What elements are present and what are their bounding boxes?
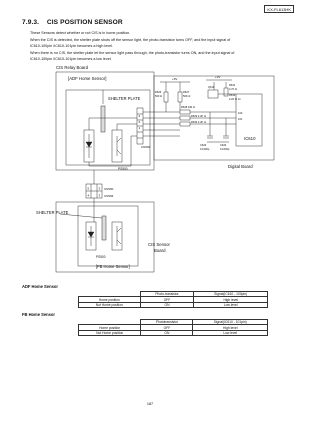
- paragraph-5: IC610-100pin /IC610-101pin becomes a low level.: [30, 57, 112, 61]
- table-cell: Home position: [79, 297, 141, 302]
- fb-status-table: [78, 319, 268, 336]
- paragraph-1: These Sensors detect whether or not CIS is in home position.: [30, 31, 131, 35]
- shelter-plate-bottom: [102, 216, 106, 240]
- cn-block-pin-5: 5: [87, 186, 90, 191]
- shelter-plate-bottom-label: SHELTER PLATE: [36, 210, 69, 215]
- r627-resistor: [178, 92, 182, 102]
- cn-pin-2: 2: [138, 120, 141, 124]
- r628-resistor: [180, 110, 190, 114]
- table-cell: Low level: [193, 330, 268, 335]
- paragraph-2: When the CIS is detected, the shelter plate shuts off the sensor light, the photo-transistor turns OFF, and the input signal of: [30, 38, 231, 42]
- table-cell: OFF: [141, 325, 193, 330]
- c620-value: 0.1000p: [220, 148, 230, 151]
- section-title: CIS POSITION SENSOR: [46, 19, 123, 26]
- r630-label: R630 2.2K Ω: [191, 121, 206, 124]
- table-header-cell: Phototransistor: [141, 320, 193, 325]
- table-cell: Not Home position: [79, 302, 141, 307]
- r627-label: R627: [183, 91, 190, 94]
- adf-status-table: [78, 291, 268, 308]
- paragraph-4: When there is no CIS, the shelter plate let the sensor light pass through, the photo-transistor turns ON, and the input signal of: [30, 51, 235, 55]
- ic610-pin-11: 11: [238, 98, 241, 101]
- ps500-top-label: PS500: [118, 167, 128, 171]
- r633-label: R633: [229, 94, 236, 97]
- r633-value: 2.2K Ω: [229, 98, 237, 101]
- cis-relay-board-label: CIS Relay Board: [56, 65, 89, 70]
- ic610-pin-101: 101: [238, 118, 243, 121]
- c623-label: C623: [200, 144, 207, 147]
- cn-block-pin-4: 4: [87, 193, 90, 198]
- table-cell: Low level: [194, 302, 268, 307]
- table-cell: Home position: [79, 325, 141, 330]
- c620-label: C620: [220, 144, 227, 147]
- cn-block-pin-3b: 3: [98, 193, 101, 198]
- r631-label: R631: [229, 84, 236, 87]
- table-header-cell: Signal(IC610 - 100pin): [194, 292, 268, 297]
- cis-sensor-board-label-2: Board: [154, 248, 166, 253]
- fb-home-sensor-label: [FB Home Sensor]: [96, 264, 130, 269]
- r629-label: R629 2.2K Ω: [191, 115, 206, 118]
- r626-value: 560 Ω: [155, 95, 162, 98]
- vcc-3v-label: +3V: [215, 75, 221, 79]
- cn-block-pin-3a: 3: [98, 186, 101, 191]
- cn500-lower-label: CN500: [104, 187, 114, 191]
- q610-label: Q610: [208, 86, 215, 89]
- ps500-bottom-label: PS500: [96, 255, 106, 259]
- ic610-pin-100: 100: [238, 112, 243, 115]
- table-row: [79, 330, 268, 335]
- digital-board-label: Digital Board: [228, 164, 253, 169]
- r627-value: 56K Ω: [183, 95, 191, 98]
- table-cell: ON: [140, 302, 194, 307]
- table-header-cell: Photo-transistor: [140, 292, 194, 297]
- r626-label: R626: [155, 91, 162, 94]
- r628-label: R628 330 Ω: [181, 106, 195, 109]
- r631-resistor: [224, 88, 228, 96]
- adf-sensor-frame: [66, 90, 150, 165]
- table-cell: ON: [141, 330, 193, 335]
- section-number: 7.9.3.: [22, 19, 40, 26]
- r631-value: 4.7K Ω: [229, 88, 237, 91]
- fb-table-title: FB Home Sensor: [22, 312, 55, 317]
- paragraph-3: IC610-100pin /IC610-101pin becomes a high level.: [30, 44, 114, 48]
- cn500-label: CN500: [141, 145, 151, 149]
- table-cell: High level: [194, 297, 268, 302]
- ic610-label: IC610: [244, 136, 256, 141]
- fb-sensor-frame: [78, 206, 138, 266]
- page-number: 187: [146, 402, 154, 406]
- r629-resistor: [180, 116, 190, 120]
- cn-pin-3: 3: [138, 114, 141, 118]
- adf-home-sensor-label: [ADF Home Sensor]: [68, 76, 107, 81]
- adf-table-title: ADF Home Sensor: [22, 284, 58, 289]
- table-cell: High level: [193, 325, 268, 330]
- table-row: [79, 302, 268, 307]
- model-number-box: KX-FL613HK: [264, 5, 294, 13]
- shelter-plate-top-label: SHELTER PLATE: [108, 96, 141, 101]
- table-cell: OFF: [140, 297, 194, 302]
- shelter-plate-top: [101, 106, 105, 132]
- cis-sensor-board-label-1: CIS Sensor: [148, 242, 170, 247]
- cn506-label: CN506: [104, 194, 114, 198]
- table-cell: Not Home position: [79, 330, 141, 335]
- r630-resistor: [180, 122, 190, 126]
- r626-resistor: [164, 92, 168, 102]
- cn-pin-1: 1: [138, 126, 141, 130]
- q610-transistor: [208, 90, 218, 98]
- vcc-5v-label: +5V: [172, 77, 178, 81]
- c623-value: 0.1000p: [200, 148, 210, 151]
- table-header-cell: Signal(IC610 - 101pin): [193, 320, 268, 325]
